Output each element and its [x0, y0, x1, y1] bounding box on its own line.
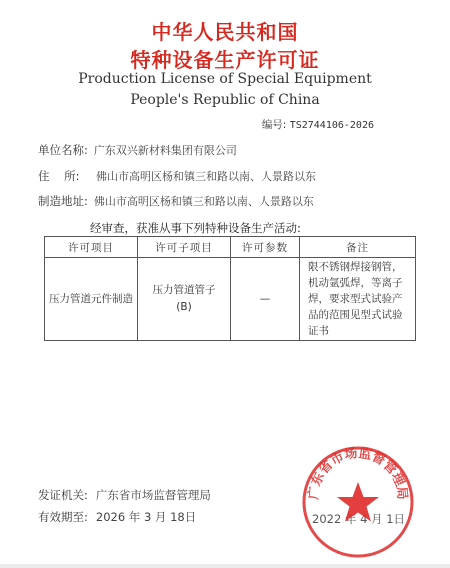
cell-sub-item-name: 压力管道管子 [152, 284, 216, 296]
factory-address-value: 佛山市高明区杨和镇三和路以南、人景路以东 [93, 195, 314, 208]
cell-item: 压力管道元件制造 [45, 258, 138, 341]
unit-name-value: 广东双兴新材料集团有限公司 [93, 144, 237, 157]
issue-date: 2022 年 4 月 1日 [312, 512, 406, 526]
valid-until-value: 2026 年 3 月 18日 [95, 510, 197, 524]
permit-table [44, 236, 416, 341]
approval-intro: 经审查，获准从事下列特种设备生产活动: [90, 221, 301, 235]
official-seal-icon [300, 444, 416, 560]
seal-star-icon [337, 482, 379, 522]
unit-name-label: 单位名称: [38, 143, 88, 157]
header-param: 许可参数 [231, 237, 300, 258]
title-chinese-line1: 中华人民共和国 [151, 20, 299, 44]
license-number [262, 117, 374, 132]
cell-note: 限不锈钢焊接钢管，机动氩弧焊，等离子焊，要求型式试验产品的范围见型式试验证书 [300, 258, 416, 341]
license-number-value: TS2744106-2026 [289, 120, 374, 131]
unit-name-row [38, 142, 237, 158]
header-sub-item: 许可子项目 [138, 237, 231, 258]
table-header-row [45, 237, 416, 258]
address-value: 佛山市高明区杨和镇三和路以南、人景路以东 [96, 170, 316, 183]
factory-address-label: 制造地址: [38, 194, 88, 208]
license-number-label: 编号: [261, 119, 287, 131]
cell-sub-item-grade: (B) [176, 301, 192, 313]
factory-address-row [38, 193, 314, 209]
valid-until-row [38, 509, 196, 525]
valid-until-label: 有效期至: [38, 510, 88, 524]
title-english-line2: People's Republic of China [130, 92, 320, 108]
address-row [38, 168, 316, 184]
title-english-line1: Production License of Special Equipment [78, 71, 372, 87]
issuer-row [38, 487, 211, 503]
table-row [45, 258, 416, 341]
seal-text: 广东省市场监督管理局 [306, 446, 410, 501]
cell-sub-item [138, 258, 231, 341]
page-edge [0, 564, 450, 568]
address-label: 住 所: [38, 169, 80, 183]
header-item: 许可项目 [45, 237, 138, 258]
header-note: 备注 [300, 237, 416, 258]
issuer-label: 发证机关: [38, 488, 88, 502]
cell-param: — [231, 258, 300, 341]
title-chinese-line2: 特种设备生产许可证 [130, 48, 320, 72]
issuer-value: 广东省市场监督管理局 [95, 488, 211, 502]
